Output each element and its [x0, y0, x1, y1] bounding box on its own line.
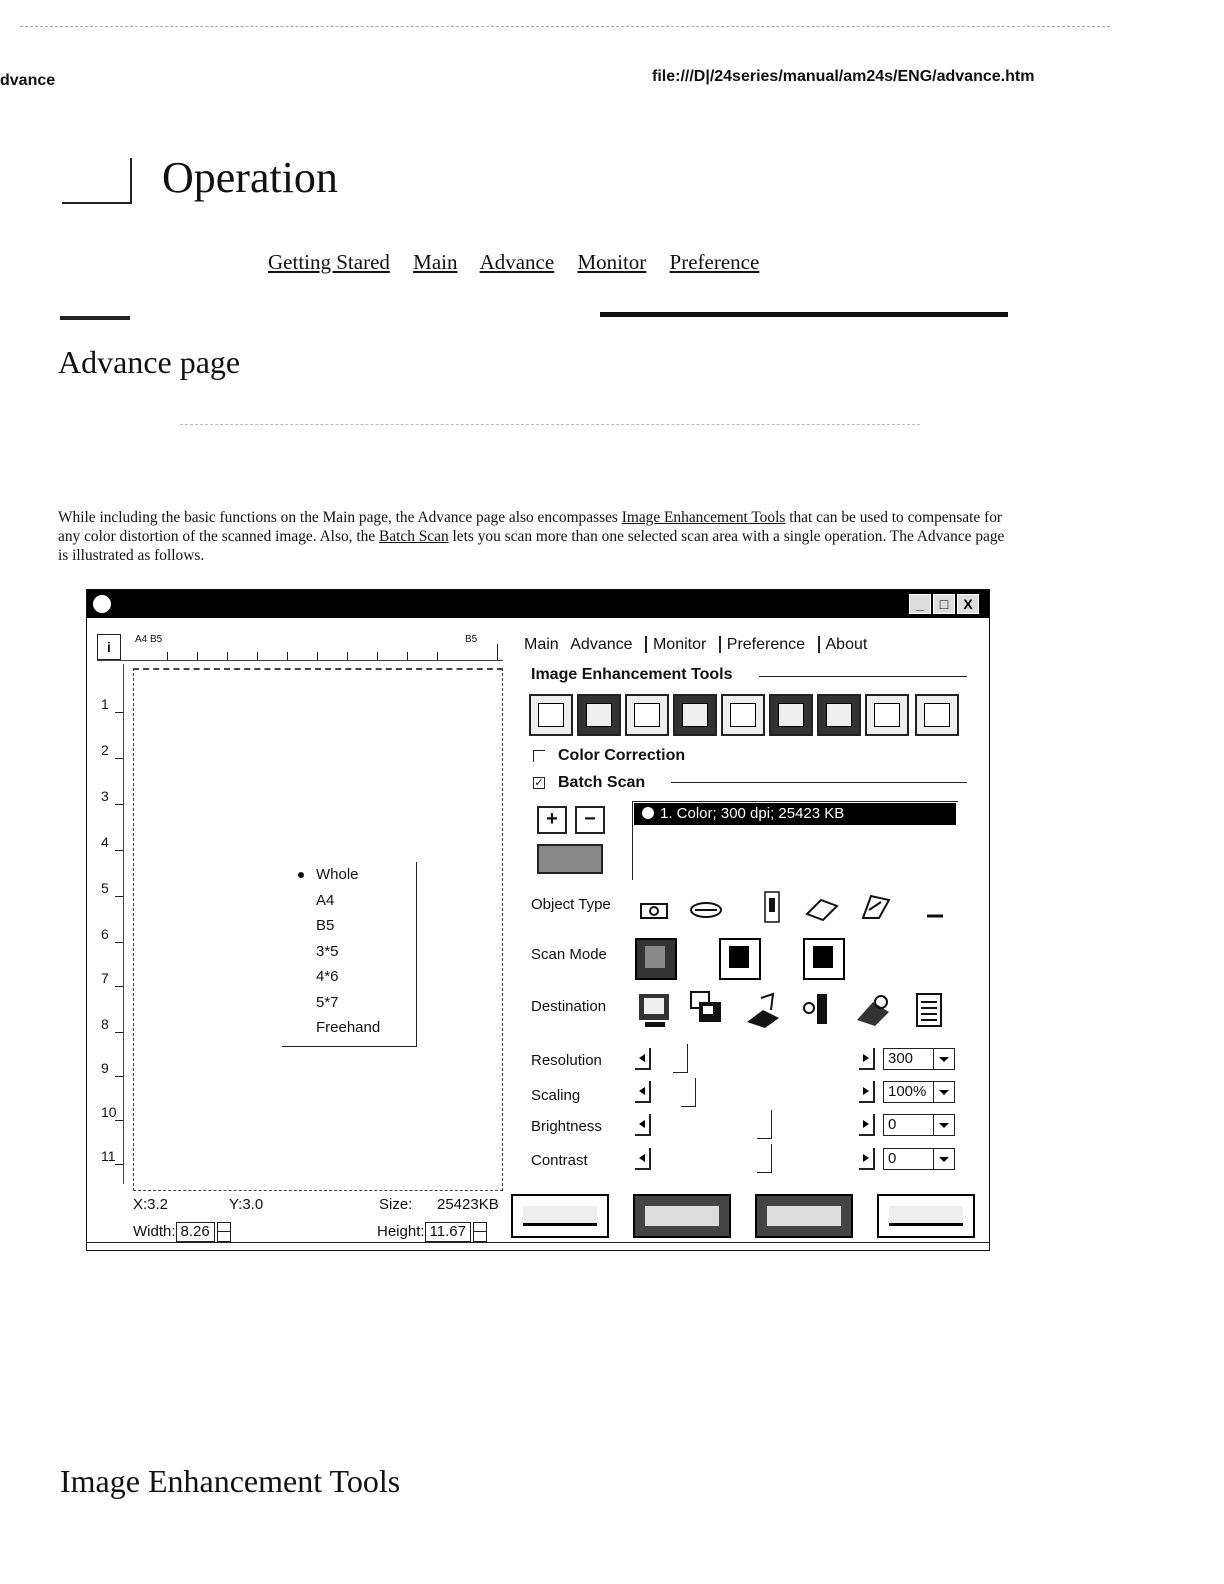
- histogram-tool-button[interactable]: [577, 694, 621, 736]
- width-spinner[interactable]: [217, 1222, 231, 1242]
- scaling-slider-thumb[interactable]: [681, 1078, 696, 1107]
- size-option-3x5[interactable]: 3*5: [316, 942, 339, 960]
- exit-button[interactable]: [877, 1194, 975, 1238]
- height-field: [377, 1222, 487, 1242]
- ruler-top: [97, 634, 503, 661]
- more-object-icon[interactable]: [923, 900, 947, 924]
- height-label: Height:: [377, 1222, 425, 1240]
- group-line: [671, 782, 967, 783]
- ruler-left-tick: [115, 712, 123, 713]
- film-object-icon[interactable]: [687, 890, 725, 928]
- nav-link-preference[interactable]: Preference: [669, 250, 760, 274]
- ruler-left-tick: [115, 896, 123, 897]
- photo-object-icon[interactable]: [635, 890, 673, 928]
- size-option-whole[interactable]: Whole: [282, 862, 416, 888]
- window-titlebar: [87, 590, 989, 618]
- nav-link-monitor[interactable]: Monitor: [577, 250, 647, 274]
- remove-batch-button[interactable]: −: [575, 806, 605, 834]
- scanner-window: [86, 589, 990, 1251]
- page-title: Operation: [162, 153, 338, 202]
- printer-destination-icon[interactable]: [743, 990, 783, 1030]
- add-batch-button[interactable]: +: [537, 806, 567, 834]
- ruler-left: [97, 664, 124, 1184]
- nav-link-getting-started[interactable]: Getting Stared: [268, 250, 390, 274]
- y-coordinate: Y:3.0: [229, 1196, 264, 1213]
- brightness-increase-button[interactable]: [859, 1114, 875, 1136]
- tab-monitor[interactable]: Monitor: [645, 636, 706, 653]
- ruler-left-number: 4: [101, 834, 109, 850]
- color-balance-tool-button[interactable]: [673, 694, 717, 736]
- tab-about[interactable]: About: [818, 636, 868, 653]
- ruler-left-tick: [115, 1164, 123, 1165]
- ruler-tick: [227, 652, 228, 660]
- nav-link-main[interactable]: Main: [413, 250, 458, 274]
- ruler-left-number: 10: [101, 1104, 117, 1120]
- brightness-label: Brightness: [531, 1118, 602, 1135]
- color-correction-label: Color Correction: [558, 747, 686, 764]
- ruler-tick: [167, 652, 168, 660]
- ruler-left-number: 6: [101, 926, 109, 942]
- display-destination-icon[interactable]: [635, 990, 675, 1030]
- zoom-tool-button[interactable]: [721, 694, 765, 736]
- top-dashed-line: [20, 26, 1110, 27]
- ruler-tick: [497, 644, 498, 660]
- contrast-dropdown[interactable]: 0: [883, 1148, 955, 1170]
- rule-short: [60, 316, 130, 320]
- mirror-tool-button[interactable]: [769, 694, 813, 736]
- nav-link-advance[interactable]: Advance: [479, 250, 555, 274]
- width-input[interactable]: 8.26: [176, 1222, 215, 1242]
- group-line: [759, 676, 967, 677]
- invert-tool-button[interactable]: [817, 694, 861, 736]
- ruler-left-number: 7: [101, 970, 109, 986]
- ruler-left-number: 8: [101, 1016, 109, 1032]
- scan-button[interactable]: [633, 1194, 731, 1238]
- tab-main[interactable]: Main: [524, 636, 559, 653]
- fax-destination-icon[interactable]: [799, 988, 839, 1030]
- para-text-1: While including the basic functions on the Main page, the Advance page also encompasses: [58, 509, 622, 526]
- drawing-object-icon[interactable]: [857, 888, 895, 926]
- width-field: [133, 1222, 231, 1242]
- nav-links: [268, 250, 777, 275]
- brightness-slider-thumb[interactable]: [757, 1110, 772, 1139]
- ruler-left-number: 1: [101, 696, 109, 712]
- size-option-b5[interactable]: B5: [316, 917, 335, 934]
- brightness-dropdown[interactable]: 0: [883, 1114, 955, 1136]
- size-label: Size:: [379, 1196, 413, 1213]
- batch-scan-button[interactable]: [537, 844, 603, 874]
- app-logo-icon: [93, 595, 111, 613]
- header-file-path: file:///D|/24series/manual/am24s/ENG/advance.htm: [652, 68, 1035, 85]
- ruler-left-number: 5: [101, 880, 109, 896]
- ruler-tick: [257, 652, 258, 660]
- section-dashed-line: [180, 424, 920, 425]
- resolution-decrease-button[interactable]: [635, 1048, 651, 1070]
- maximize-button[interactable]: □: [933, 594, 955, 614]
- ruler-left-tick: [115, 850, 123, 851]
- height-spinner[interactable]: [473, 1222, 487, 1242]
- ruler-left-tick: [115, 942, 123, 943]
- size-option-a4[interactable]: A4: [316, 891, 335, 909]
- minimize-button[interactable]: _: [909, 594, 931, 614]
- scaling-decrease-button[interactable]: [635, 1081, 651, 1103]
- color-mode-button[interactable]: [635, 938, 677, 980]
- ruler-tick: [287, 652, 288, 660]
- ruler-left-number: 3: [101, 788, 109, 804]
- window-bottom-rule: [87, 1242, 989, 1243]
- tab-advance[interactable]: Advance: [570, 636, 633, 653]
- title-bracket: [62, 158, 132, 204]
- ruler-left-tick: [115, 1120, 123, 1121]
- contrast-decrease-button[interactable]: [635, 1148, 651, 1170]
- contrast-label: Contrast: [531, 1152, 588, 1169]
- batch-scan-checkbox[interactable]: ✓: [534, 777, 544, 789]
- curve-tool-button[interactable]: [529, 694, 573, 736]
- color-correction-checkbox[interactable]: [533, 750, 545, 762]
- ocr-destination-icon[interactable]: [909, 988, 949, 1030]
- bw-mode-button[interactable]: [803, 938, 845, 980]
- size-option-freehand[interactable]: Freehand: [316, 1019, 381, 1036]
- prescan-button[interactable]: [511, 1194, 609, 1238]
- footer-section-title: Image Enhancement Tools: [60, 1463, 401, 1499]
- scaling-label: Scaling: [531, 1087, 581, 1104]
- tab-preference[interactable]: Preference: [719, 636, 805, 653]
- close-button[interactable]: X: [957, 594, 979, 614]
- ruler-left-tick: [115, 1076, 123, 1077]
- size-value: 25423KB: [437, 1196, 499, 1213]
- ruler-left-tick: [115, 804, 123, 805]
- document-object-icon[interactable]: [755, 888, 793, 926]
- resolution-label: Resolution: [531, 1052, 602, 1069]
- ruler-left-number: 11: [101, 1148, 116, 1164]
- info-button[interactable]: i: [97, 634, 121, 660]
- rule-thick: [600, 312, 1008, 317]
- ruler-tick: [407, 652, 408, 660]
- para-text-3: lets you scan more than one selected scan area with a single operation. The Advance page is illustrated as follows.: [58, 528, 1005, 564]
- size-option-4x6[interactable]: 4*6: [316, 968, 339, 985]
- ruler-top-label-right: B5: [465, 634, 478, 645]
- link-batch-scan[interactable]: Batch Scan: [379, 528, 449, 545]
- email-destination-icon[interactable]: [853, 990, 893, 1030]
- help-button[interactable]: [755, 1194, 853, 1238]
- scan-mode-label: Scan Mode: [531, 946, 607, 963]
- gray-mode-button[interactable]: [719, 938, 761, 980]
- scaling-increase-button[interactable]: [859, 1081, 875, 1103]
- scan-size-menu: [282, 862, 417, 1047]
- header-page-name: dvance: [0, 72, 56, 89]
- contrast-increase-button[interactable]: [859, 1148, 875, 1170]
- image-tools-title: Image Enhancement Tools: [531, 666, 733, 683]
- resolution-dropdown[interactable]: 300: [883, 1048, 955, 1070]
- flip-tool-button[interactable]: [915, 694, 959, 736]
- batch-item-1[interactable]: 1. Color; 300 dpi; 25423 KB: [634, 803, 956, 825]
- tab-bar: [524, 636, 875, 654]
- destination-label: Destination: [531, 998, 607, 1015]
- resolution-increase-button[interactable]: [859, 1048, 875, 1070]
- ruler-left-number: 9: [101, 1060, 109, 1076]
- ruler-tick: [347, 652, 348, 660]
- batch-scan-label: Batch Scan: [558, 774, 646, 791]
- object-type-label: Object Type: [531, 896, 611, 913]
- width-label: Width:: [133, 1222, 176, 1240]
- para-text-2: that can be used to compensate for any color distortion of the scanned image. Also, the: [58, 509, 1003, 545]
- size-option-5x7[interactable]: 5*7: [316, 993, 339, 1011]
- ruler-left-tick: [115, 986, 123, 987]
- scan-preview-area[interactable]: [133, 668, 503, 1191]
- levels-tool-button[interactable]: [625, 694, 669, 736]
- scaling-dropdown[interactable]: 100%: [883, 1081, 955, 1103]
- height-input[interactable]: 11.67: [425, 1222, 471, 1242]
- ruler-left-tick: [115, 758, 123, 759]
- section-title: Advance page: [58, 344, 241, 380]
- ruler-left-number: 2: [101, 742, 109, 758]
- contrast-slider-thumb[interactable]: [757, 1144, 772, 1173]
- ruler-tick: [437, 652, 438, 660]
- ruler-tick: [317, 652, 318, 660]
- x-coordinate: X:3.2: [133, 1196, 169, 1213]
- rotate-tool-button[interactable]: [865, 694, 909, 736]
- ruler-tick: [377, 652, 378, 660]
- ruler-left-tick: [115, 1032, 123, 1033]
- ruler-top-label-left: A4 B5: [135, 634, 163, 645]
- resolution-slider-thumb[interactable]: [673, 1044, 688, 1073]
- ruler-tick: [197, 652, 198, 660]
- brightness-decrease-button[interactable]: [635, 1114, 651, 1136]
- magazine-object-icon[interactable]: [803, 890, 841, 928]
- link-image-enhancement-tools[interactable]: Image Enhancement Tools: [621, 509, 786, 526]
- copy-destination-icon[interactable]: [685, 988, 729, 1030]
- intro-paragraph: [58, 508, 1013, 565]
